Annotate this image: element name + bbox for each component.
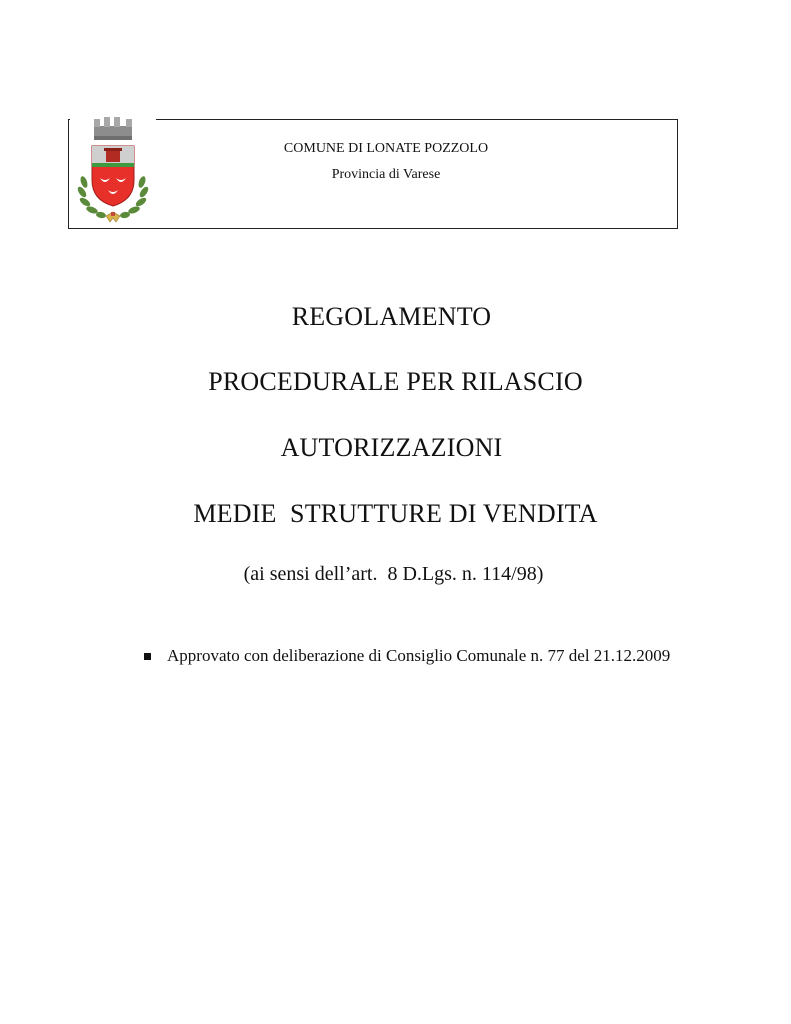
provincia-name: Provincia di Varese [331,167,441,182]
coat-of-arms-icon [70,112,156,226]
title-line-2: PROCEDURALE PER RILASCIO [208,367,583,396]
comune-name: COMUNE DI LONATE POZZOLO [283,141,489,156]
subtitle: (ai sensi dell’art. 8 D.Lgs. n. 114/98) [243,563,544,585]
approval-note: Approvato con deliberazione di Consiglio Comunale n. 77 del 21.12.2009 [167,646,671,665]
header-text [186,136,586,188]
square-bullet-icon [144,653,151,660]
title-line-4: MEDIE STRUTTURE DI VENDITA [193,499,598,528]
title-line-1: REGOLAMENTO [291,302,492,331]
coat-of-arms [70,112,156,226]
title-line-3: AUTORIZZAZIONI [280,433,503,462]
list-item [144,646,670,666]
